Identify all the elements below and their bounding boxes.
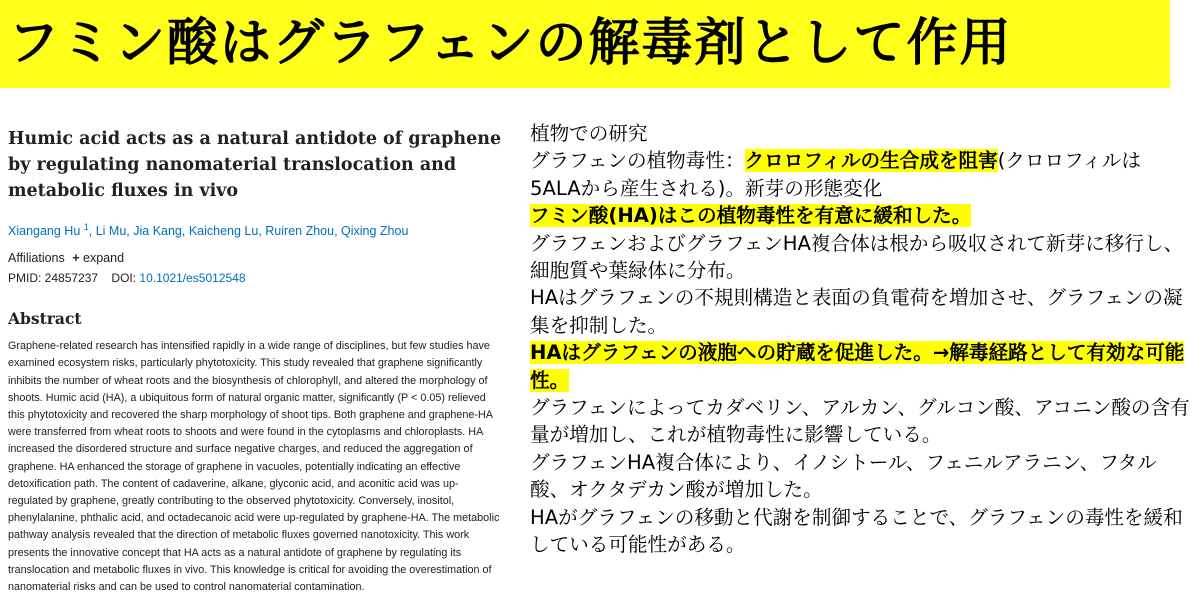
affiliations-label: Affiliations — [8, 251, 65, 266]
expand-link[interactable]: expand — [83, 251, 125, 266]
identifier-row — [8, 269, 508, 287]
paper-excerpt — [8, 118, 508, 596]
note-highlight: クロロフィルの生合成を阻害 — [744, 149, 998, 173]
abstract-heading: Abstract — [8, 309, 82, 329]
note-highlight: HAはグラフェンの液胞への貯蔵を促進した。→解毒経路として有効な可能性。 — [530, 341, 1185, 392]
affiliation-marker[interactable]: 1 — [83, 222, 89, 232]
note-text: (クロロフィルは5ALAから産生される)。新芽の形態変化 — [530, 149, 1141, 200]
note-line — [530, 147, 1190, 202]
slide-title: フミン酸はグラフェンの解毒剤として作用 — [8, 14, 1013, 73]
abstract-text: Graphene-related research has intensified rapidly in a wide range of disciplines, but few studies have examined ecosystem risks, particularly phytotoxicity. This study revealed that graphene significantly inhibits the number of wheat roots and the biosynthesis of chlorophyll, and altered the morphology of shoots. Humic acid (HA), a ubiquitous form of natural organic matter, significantly (P < 0.05) relieved this phytotoxicity and recovered the sharp morphology of shoot tips. Both graphene and graphene-HA were transferred from wheat roots to shoots and were found in the cytoplasms and chloroplasts. HA increased the disordered structure and surface negative charges, and reduced the aggregation of graphene. HA enhanced the storage of graphene in vacuoles, potentially indicating an effective detoxification path. The content of cadaverine, alkane, glyconic acid, and aconitic acid was up-regulated by graphene, greatly contributing to the observed phytotoxicity. Conversely, inositol, phenylalanine, phthalic acid, and octadecanoic acid were up-regulated by graphene-HA. The metabolic pathway analysis revealed that the direction of metabolic fluxes governed nanotoxicity. This work presents the innovative concept that HA acts as a natural antidote of graphene by regulating its translocation and metabolic fluxes in vivo. This knowledge is critical for avoiding the overestimation of nanomaterial risks and can be used to control nanomaterial contamination. — [8, 340, 500, 593]
pmid: PMID: 24857237 — [8, 271, 99, 286]
note-line: HAがグラフェンの移動と代謝を制御することで、グラフェンの毒性を緩和している可能性がある。 — [530, 505, 1183, 557]
author-list — [8, 218, 508, 240]
author-link[interactable]: Xiangang Hu — [8, 224, 81, 239]
note-line: 植物での研究 — [530, 122, 648, 145]
note-line: グラフェンHA複合体により、イノシトール、フェニルアラニン、フタル酸、オクタデカン酸が増加した。 — [530, 450, 1157, 502]
title-banner — [0, 0, 1170, 88]
japanese-notes — [530, 120, 1190, 559]
affiliations-row — [8, 249, 508, 267]
note-line — [530, 202, 1190, 229]
note-line: グラフェンおよびグラフェンHA複合体は根から吸収されて新芽に移行し、細胞質や葉緑体に分布。 — [530, 231, 1184, 283]
author-links-rest[interactable]: , Li Mu, Jia Kang, Kaicheng Lu, Ruiren Zhou, Qixing Zhou — [88, 224, 409, 239]
note-line: HAはグラフェンの不規則構造と表面の負電荷を増加させ、グラフェンの凝集を抑制した。 — [530, 286, 1183, 337]
paper-title: Humic acid acts as a natural antidote of graphene by regulating nanomaterial translocation and metabolic fluxes in vivo — [8, 129, 502, 201]
note-highlight: フミン酸(HA)はこの植物毒性を有意に緩和した。 — [530, 204, 972, 228]
doi-link[interactable]: 10.1021/es5012548 — [139, 271, 246, 286]
note-line: グラフェンによってカダベリン、アルカン、グルコン酸、アコニン酸の含有量が増加し、これが植物毒性に影響している。 — [530, 396, 1190, 447]
plus-icon[interactable]: + — [72, 251, 80, 266]
note-line — [530, 339, 1190, 394]
doi-label: DOI: — [111, 271, 137, 286]
note-text: グラフェンの植物毒性： — [530, 149, 745, 173]
